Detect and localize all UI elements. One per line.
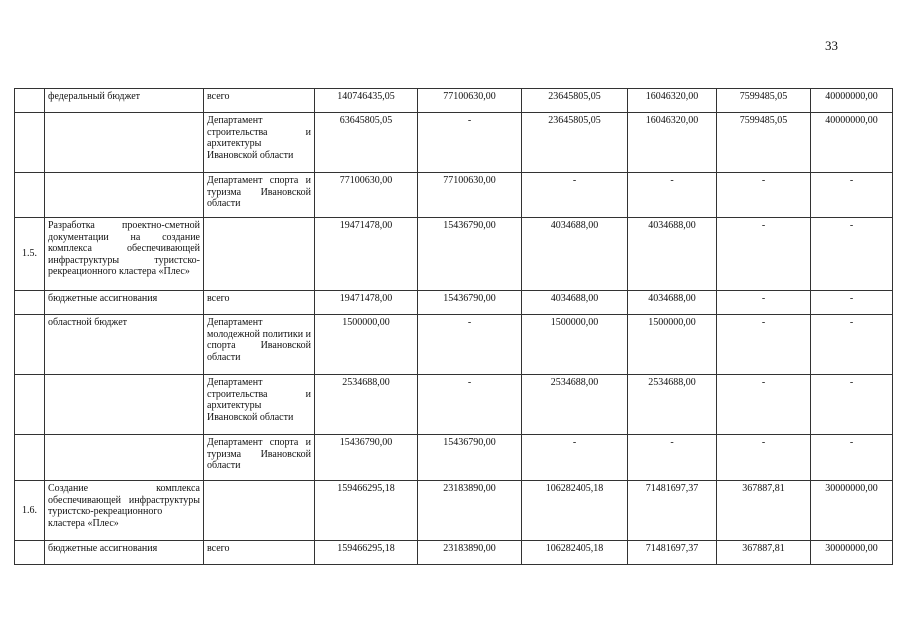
row-name: Разработка проектно-сметной документации на создание комплекса обеспечивающей инфраструктуры туристско-рекреационного кластера «Плес»	[45, 218, 204, 291]
value-cell: 23645805,05	[522, 113, 628, 173]
row-name	[45, 435, 204, 481]
value-cell: 77100630,00	[418, 89, 522, 113]
row-index	[15, 375, 45, 435]
value-cell: 77100630,00	[315, 173, 418, 218]
value-cell: 2534688,00	[522, 375, 628, 435]
value-cell: 77100630,00	[418, 173, 522, 218]
table-row	[15, 89, 893, 113]
value-cell: 71481697,37	[628, 481, 717, 541]
value-cell: 30000000,00	[811, 481, 893, 541]
value-cell: 15436790,00	[418, 218, 522, 291]
value-cell: -	[628, 173, 717, 218]
row-index: 1.6.	[15, 481, 45, 541]
row-name: бюджетные ассигнования	[45, 291, 204, 315]
value-cell: -	[522, 435, 628, 481]
row-index	[15, 291, 45, 315]
value-cell: 19471478,00	[315, 291, 418, 315]
value-cell: 4034688,00	[522, 218, 628, 291]
row-executor: Департамент строительства и архитектуры Ивановской области	[204, 375, 315, 435]
value-cell: 4034688,00	[628, 218, 717, 291]
table-row	[15, 435, 893, 481]
value-cell: 367887,81	[717, 481, 811, 541]
row-name	[45, 113, 204, 173]
budget-table	[14, 88, 893, 565]
table-row	[15, 173, 893, 218]
row-executor: Департамент строительства и архитектуры Ивановской области	[204, 113, 315, 173]
table-row	[15, 291, 893, 315]
row-executor	[204, 218, 315, 291]
row-index	[15, 435, 45, 481]
table-row	[15, 218, 893, 291]
value-cell: -	[717, 291, 811, 315]
value-cell: 19471478,00	[315, 218, 418, 291]
row-name: бюджетные ассигнования	[45, 541, 204, 565]
value-cell: -	[811, 435, 893, 481]
table-row	[15, 113, 893, 173]
value-cell: 23183890,00	[418, 481, 522, 541]
value-cell: 4034688,00	[628, 291, 717, 315]
row-executor	[204, 481, 315, 541]
row-index	[15, 315, 45, 375]
value-cell: -	[717, 375, 811, 435]
row-executor: Департамент спорта и туризма Ивановской области	[204, 173, 315, 218]
value-cell: 30000000,00	[811, 541, 893, 565]
value-cell: 106282405,18	[522, 481, 628, 541]
value-cell: 40000000,00	[811, 113, 893, 173]
value-cell: -	[811, 375, 893, 435]
page-number: 33	[825, 38, 838, 53]
table-row	[15, 541, 893, 565]
row-name: федеральный бюджет	[45, 89, 204, 113]
value-cell: 23183890,00	[418, 541, 522, 565]
value-cell: 159466295,18	[315, 481, 418, 541]
value-cell: -	[811, 315, 893, 375]
row-index	[15, 541, 45, 565]
value-cell: 16046320,00	[628, 89, 717, 113]
value-cell: -	[717, 173, 811, 218]
row-executor: всего	[204, 291, 315, 315]
row-name: Создание комплекса обеспечивающей инфраструктуры туристско-рекреационного кластера «Плес»	[45, 481, 204, 541]
row-index	[15, 113, 45, 173]
value-cell: 1500000,00	[315, 315, 418, 375]
row-executor: Департамент молодежной политики и спорта Ивановской области	[204, 315, 315, 375]
row-executor: всего	[204, 89, 315, 113]
table-row	[15, 315, 893, 375]
value-cell: -	[522, 173, 628, 218]
value-cell: 367887,81	[717, 541, 811, 565]
value-cell: 4034688,00	[522, 291, 628, 315]
value-cell: 16046320,00	[628, 113, 717, 173]
value-cell: 159466295,18	[315, 541, 418, 565]
value-cell: -	[811, 173, 893, 218]
value-cell: -	[811, 218, 893, 291]
value-cell: 15436790,00	[418, 291, 522, 315]
value-cell: 63645805,05	[315, 113, 418, 173]
value-cell: 71481697,37	[628, 541, 717, 565]
value-cell: -	[717, 435, 811, 481]
value-cell: 1500000,00	[522, 315, 628, 375]
value-cell: -	[418, 113, 522, 173]
row-index	[15, 173, 45, 218]
value-cell: 106282405,18	[522, 541, 628, 565]
value-cell: -	[418, 375, 522, 435]
value-cell: 140746435,05	[315, 89, 418, 113]
row-executor: всего	[204, 541, 315, 565]
value-cell: 15436790,00	[418, 435, 522, 481]
value-cell: -	[418, 315, 522, 375]
value-cell: -	[628, 435, 717, 481]
value-cell: 15436790,00	[315, 435, 418, 481]
row-executor: Департамент спорта и туризма Ивановской области	[204, 435, 315, 481]
row-name	[45, 375, 204, 435]
value-cell: 23645805,05	[522, 89, 628, 113]
row-name	[45, 173, 204, 218]
value-cell: 2534688,00	[628, 375, 717, 435]
value-cell: -	[811, 291, 893, 315]
row-index: 1.5.	[15, 218, 45, 291]
row-name: областной бюджет	[45, 315, 204, 375]
value-cell: 2534688,00	[315, 375, 418, 435]
value-cell: 7599485,05	[717, 113, 811, 173]
row-index	[15, 89, 45, 113]
value-cell: 1500000,00	[628, 315, 717, 375]
table-row	[15, 375, 893, 435]
value-cell: -	[717, 218, 811, 291]
value-cell: 40000000,00	[811, 89, 893, 113]
table-body	[15, 89, 893, 565]
value-cell: -	[717, 315, 811, 375]
value-cell: 7599485,05	[717, 89, 811, 113]
table-row	[15, 481, 893, 541]
